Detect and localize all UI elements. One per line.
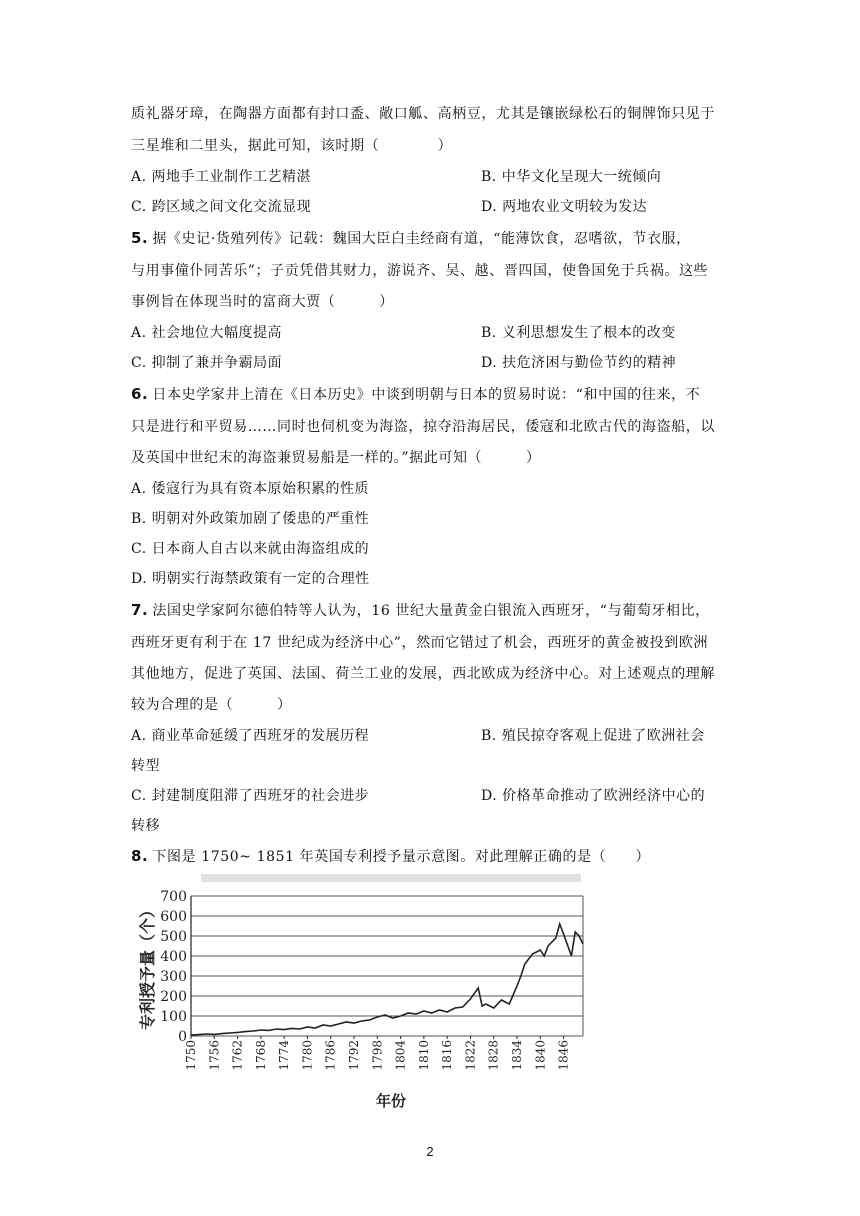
- q6-option-c: C. 日本商人自古以来就由海盗组成的: [131, 541, 370, 557]
- q6-number: 6.: [131, 385, 149, 403]
- y-tick-label: 200: [160, 989, 187, 1005]
- q7-option-c: C. 封建制度阻滞了西班牙的社会进步: [131, 788, 370, 804]
- x-tick-label: 1756: [207, 1040, 222, 1071]
- x-tick-label: 1780: [300, 1040, 315, 1071]
- x-tick-label: 1774: [277, 1040, 292, 1071]
- q7-option-b-continued: 转型: [131, 758, 160, 774]
- q4-option-c: C. 跨区域之间文化交流显现: [131, 199, 312, 215]
- q7-stem-line-4: 较为合理的是（ ）: [131, 697, 292, 713]
- x-tick-label: 1816: [440, 1040, 455, 1071]
- q5-text-1: 据《史记·货殖列传》记载：魏国大臣白圭经商有道，“能薄饮食，忍嗜欲，节衣服，: [152, 231, 691, 247]
- q6-stem-line-1: [131, 384, 700, 404]
- x-tick-label: 1798: [370, 1040, 385, 1071]
- x-axis-label: 年份: [375, 1092, 407, 1110]
- q6-stem-line-2: 只是进行和平贸易……同时也伺机变为海盗，掠夺沿海居民，倭寇和北欧古代的海盗船，以: [131, 419, 715, 435]
- q5-stem-line-3: 事例旨在体现当时的富商大贾（ ）: [131, 294, 394, 310]
- x-tick-label: 1828: [486, 1040, 501, 1071]
- x-tick-label: 1804: [393, 1040, 408, 1071]
- y-tick-label: 500: [160, 929, 187, 945]
- q7-option-d: D. 价格革命推动了欧洲经济中心的: [481, 788, 706, 804]
- q8-number: 8.: [131, 847, 149, 865]
- q4-stem-line-1: 质礼器牙璋，在陶器方面都有封口盉、敞口觚、高柄豆，尤其是镶嵌绿松石的铜牌饰只见于: [131, 106, 715, 122]
- y-tick-label: 400: [160, 949, 187, 965]
- q7-number: 7.: [131, 601, 149, 619]
- x-tick-label: 1750: [184, 1040, 198, 1071]
- q7-stem-line-2: 西班牙更有利于在 17 世纪成为经济中心”，然而它错过了机会，西班牙的黄金被投到欧洲: [131, 635, 709, 651]
- q4-stem-line-2: 三星堆和二里头，据此可知，该时期（ ）: [131, 138, 453, 154]
- y-tick-label: 0: [178, 1029, 187, 1045]
- q5-option-d: D. 扶危济困与勤俭节约的精神: [481, 355, 677, 371]
- q4-option-a: A. 两地手工业制作工艺精湛: [131, 169, 312, 185]
- q6-text-1: 日本史学家井上清在《日本历史》中谈到明朝与日本的贸易时说：“和中国的往来，不: [152, 387, 701, 403]
- q8-stem-line-1: [131, 846, 650, 866]
- x-tick-label: 1762: [230, 1040, 245, 1071]
- x-tick-label: 1792: [347, 1040, 362, 1071]
- patent-series-line: [191, 924, 583, 1035]
- x-tick-label: 1768: [253, 1040, 268, 1071]
- y-tick-label: 700: [160, 889, 187, 905]
- y-axis-label: 专利授予量（个）: [138, 901, 157, 1031]
- patent-line-chart: [131, 872, 601, 1112]
- q8-text-1: 下图是 1750~ 1851 年英国专利授予量示意图。对此理解正确的是（ ）: [152, 849, 651, 865]
- y-tick-label: 600: [160, 909, 187, 925]
- q6-option-a: A. 倭寇行为具有资本原始积累的性质: [131, 481, 370, 497]
- q5-stem-line-2: 与用事僮仆同苦乐”；子贡凭借其财力，游说齐、吴、越、晋四国，使鲁国免于兵祸。这些: [131, 263, 709, 279]
- q4-option-b: B. 中华文化呈现大一统倾向: [481, 169, 662, 185]
- chart-header-remnant: [201, 874, 581, 882]
- q5-option-b: B. 义利思想发生了根本的改变: [481, 325, 676, 341]
- q7-stem-line-1: [131, 600, 710, 620]
- q5-option-a: A. 社会地位大幅度提高: [131, 325, 283, 341]
- y-tick-label: 100: [160, 1009, 187, 1025]
- q7-stem-line-3: 其他地方，促进了英国、法国、荷兰工业的发展，西北欧成为经济中心。对上述观点的理解: [131, 666, 715, 682]
- q4-option-d: D. 两地农业文明较为发达: [481, 199, 648, 215]
- y-tick-label: 300: [160, 969, 187, 985]
- q6-option-d: D. 明朝实行海禁政策有一定的合理性: [131, 571, 370, 587]
- x-tick-label: 1834: [510, 1040, 525, 1071]
- x-tick-label: 1840: [533, 1040, 548, 1071]
- q7-option-d-continued: 转移: [131, 818, 160, 834]
- q7-text-1: 法国史学家阿尔德伯特等人认为，16 世纪大量黄金白银流入西班牙，“与葡萄牙相比，: [152, 603, 710, 619]
- x-tick-label: 1846: [556, 1040, 571, 1071]
- q5-number: 5.: [131, 229, 149, 247]
- q7-option-a: A. 商业革命延缓了西班牙的发展历程: [131, 728, 370, 744]
- q5-option-c: C. 抑制了兼并争霸局面: [131, 355, 283, 371]
- page-number: 2: [426, 1144, 434, 1159]
- q6-stem-line-3: 及英国中世纪末的海盗兼贸易船是一样的。”据此可知（ ）: [131, 450, 541, 466]
- x-tick-label: 1810: [416, 1040, 431, 1071]
- q5-stem-line-1: [131, 228, 691, 248]
- x-tick-label: 1786: [323, 1040, 338, 1071]
- x-tick-label: 1822: [463, 1040, 478, 1071]
- q6-option-b: B. 明朝对外政策加剧了倭患的严重性: [131, 511, 370, 527]
- q7-option-b: B. 殖民掠夺客观上促进了欧洲社会: [481, 728, 705, 744]
